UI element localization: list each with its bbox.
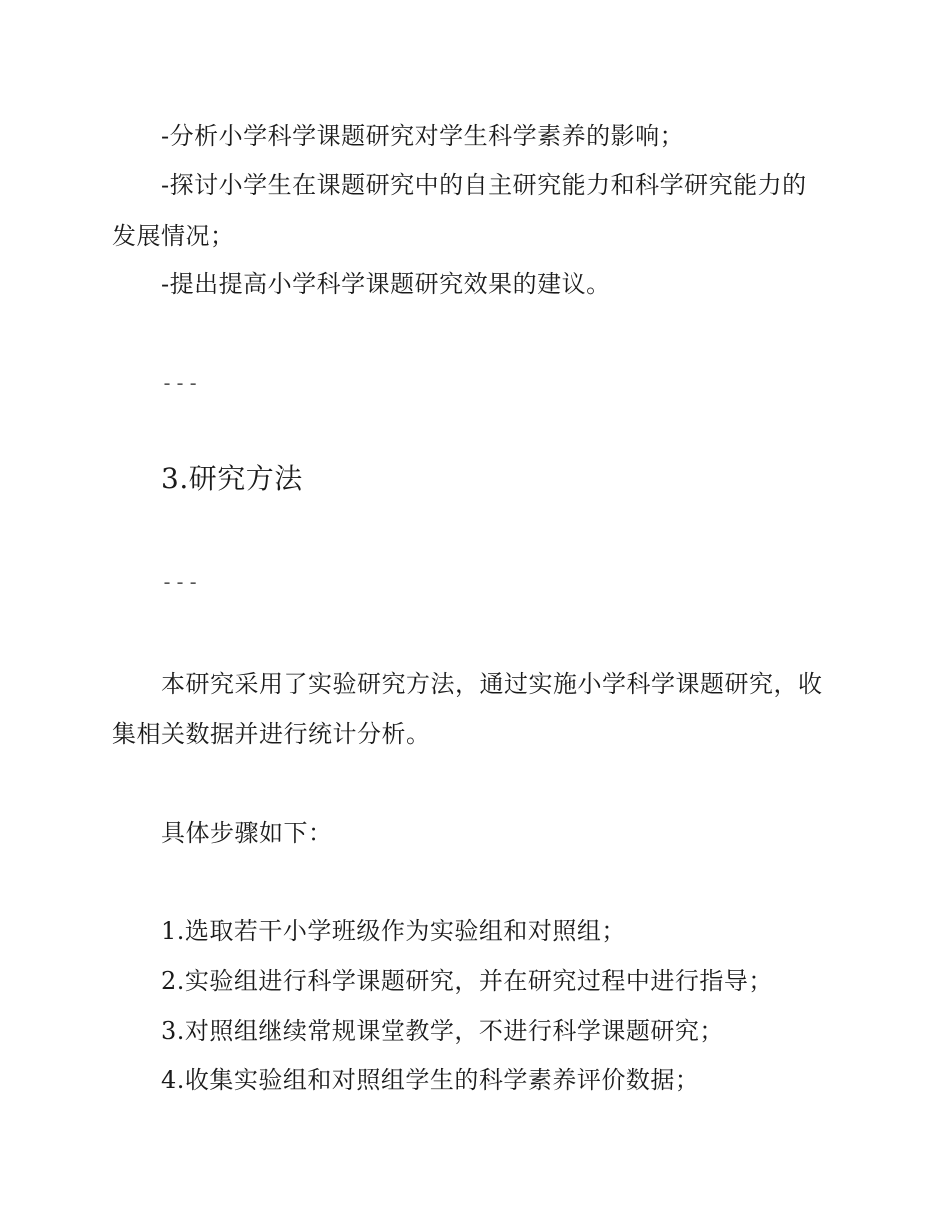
steps-heading: 具体步骤如下： [161, 819, 333, 847]
separator-bottom: --- [161, 570, 201, 594]
step-item-2: 2.实验组进行科学课题研究，并在研究过程中进行指导； [161, 967, 773, 995]
objective-item-1: -分析小学科学课题研究对学生科学素养的影响； [161, 122, 685, 150]
intro-paragraph-line-2: 集相关数据并进行统计分析。 [112, 720, 431, 748]
objective-item-2-line-1: -探讨小学生在课题研究中的自主研究能力和科学研究能力的 [161, 171, 807, 199]
separator-top: --- [161, 371, 201, 395]
intro-paragraph-line-1: 本研究采用了实验研究方法，通过实施小学科学课题研究，收 [161, 670, 823, 698]
objective-item-3: -提出提高小学科学课题研究效果的建议。 [161, 270, 611, 298]
objective-item-2-line-2: 发展情况； [112, 222, 235, 250]
step-item-4: 4.收集实验组和对照组学生的科学素养评价数据； [161, 1066, 700, 1094]
step-item-3: 3.对照组继续常规课堂教学，不进行科学课题研究； [161, 1017, 724, 1045]
section-heading: 3.研究方法 [161, 462, 303, 495]
step-item-1: 1.选取若干小学班级作为实验组和对照组； [161, 917, 626, 945]
